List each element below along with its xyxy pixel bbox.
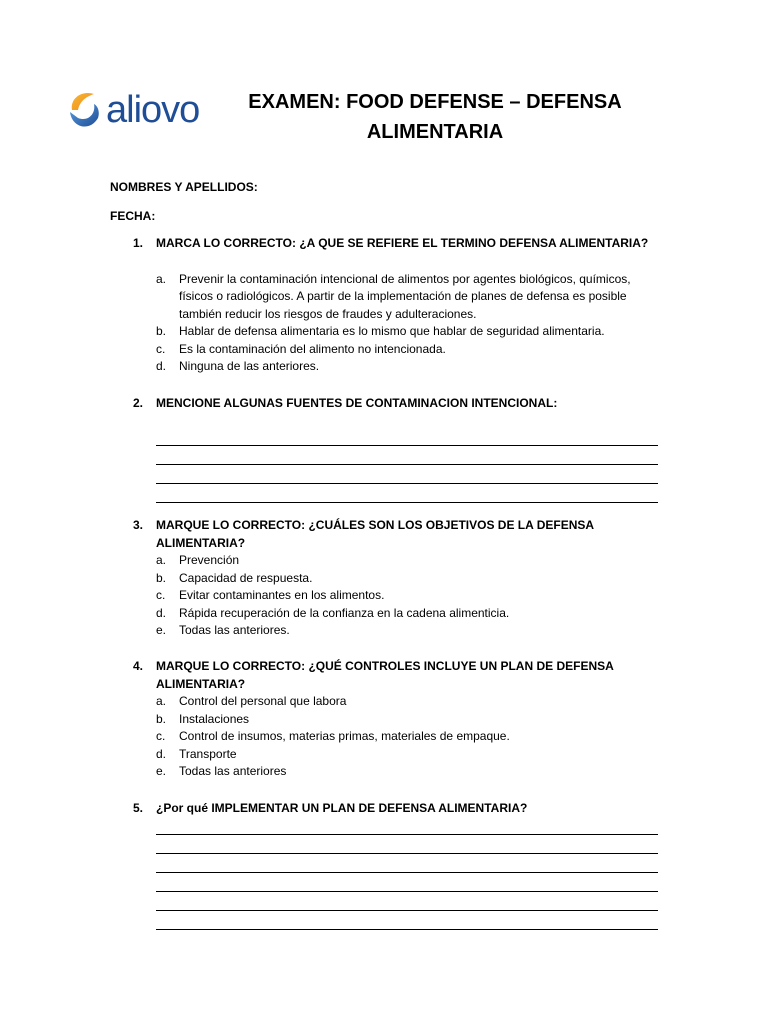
- question-number: 4.: [133, 659, 144, 673]
- option-d: [133, 358, 653, 376]
- question-2: [133, 395, 653, 413]
- question-text: MARQUE LO CORRECTO: ¿CUÁLES SON LOS OBJETIVOS DE LA DEFENSA ALIMENTARIA?: [156, 518, 594, 550]
- title-line-2: ALIMENTARIA: [366, 121, 504, 143]
- aliovo-logo: [66, 88, 198, 136]
- question-number: 3.: [133, 518, 144, 532]
- option-letter: b.: [156, 711, 167, 726]
- option-text: Prevenir la contaminación intencional de alimentos por agentes biológicos, químicos, físicos o radiológicos. A partir de la implementación de planes de defensa es posible también reducir los riesgos de fraudes y adulteraciones.: [179, 271, 631, 321]
- option-text: Todas las anteriores: [179, 764, 287, 778]
- option-letter: d.: [156, 359, 167, 373]
- question-3: [133, 517, 653, 640]
- option-list: [133, 552, 653, 640]
- option-a: [133, 271, 653, 324]
- option-d: [133, 746, 653, 764]
- question-text: MENCIONE ALGUNAS FUENTES DE CONTAMINACION INTENCIONAL:: [156, 396, 558, 410]
- question-text: MARCA LO CORRECTO: ¿A QUE SE REFIERE EL TERMINO DEFENSA ALIMENTARIA?: [156, 236, 649, 250]
- option-letter: e.: [156, 623, 167, 637]
- option-text: Rápida recuperación de la confianza en la cadena alimenticia.: [179, 605, 510, 620]
- answer-line[interactable]: [156, 484, 658, 503]
- answer-line[interactable]: [156, 911, 658, 930]
- option-text: Prevención: [179, 553, 240, 567]
- date-label: FECHA:: [110, 209, 156, 223]
- answer-lines-q2[interactable]: [156, 427, 658, 503]
- option-b: [133, 323, 653, 341]
- answer-lines-q5[interactable]: [156, 816, 658, 930]
- option-letter: c.: [156, 341, 166, 356]
- option-b: [133, 711, 653, 729]
- question-number: 2.: [133, 396, 144, 410]
- option-c: [133, 587, 653, 605]
- answer-line[interactable]: [156, 835, 658, 854]
- option-letter: d.: [156, 605, 167, 620]
- question-4: [133, 658, 653, 781]
- logo-text: aliovo: [106, 89, 200, 131]
- option-letter: b.: [156, 570, 167, 585]
- option-e: [133, 622, 653, 640]
- exam-title: [200, 87, 670, 147]
- option-a: [133, 693, 653, 711]
- answer-line[interactable]: [156, 427, 658, 446]
- question-text: MARQUE LO CORRECTO: ¿QUÉ CONTROLES INCLUYE UN PLAN DE DEFENSA ALIMENTARIA?: [156, 659, 614, 691]
- option-d: [133, 605, 653, 623]
- option-c: [133, 341, 653, 359]
- option-list: [133, 271, 653, 376]
- option-letter: b.: [156, 324, 167, 338]
- option-text: Es la contaminación del alimento no intencionada.: [179, 341, 446, 356]
- option-a: [133, 552, 653, 570]
- option-letter: e.: [156, 764, 167, 778]
- option-text: Ninguna de las anteriores.: [179, 359, 320, 373]
- title-line-1: EXAMEN: FOOD DEFENSE – DEFENSA: [248, 91, 622, 113]
- option-text: Todas las anteriores.: [179, 623, 290, 637]
- option-text: Evitar contaminantes en los alimentos.: [179, 588, 385, 602]
- answer-line[interactable]: [156, 854, 658, 873]
- option-text: Hablar de defensa alimentaria es lo mismo que hablar de seguridad alimentaria.: [179, 324, 605, 338]
- option-letter: a.: [156, 553, 167, 567]
- option-letter: a.: [156, 271, 167, 286]
- option-text: Control de insumos, materias primas, materiales de empaque.: [179, 729, 510, 743]
- option-letter: d.: [156, 746, 167, 761]
- option-list: [133, 693, 653, 781]
- answer-line[interactable]: [156, 873, 658, 892]
- option-letter: c.: [156, 729, 166, 743]
- answer-line[interactable]: [156, 816, 658, 835]
- answer-line[interactable]: [156, 446, 658, 465]
- answer-line[interactable]: [156, 465, 658, 484]
- question-1: [133, 235, 653, 376]
- aliovo-swirl-icon: [66, 88, 102, 132]
- names-label: NOMBRES Y APELLIDOS:: [110, 180, 258, 194]
- option-b: [133, 570, 653, 588]
- option-e: [133, 763, 653, 781]
- option-text: Capacidad de respuesta.: [179, 570, 313, 585]
- option-letter: c.: [156, 588, 166, 602]
- question-5: [133, 800, 653, 818]
- question-text: ¿Por qué IMPLEMENTAR UN PLAN DE DEFENSA ALIMENTARIA?: [156, 801, 528, 815]
- option-text: Instalaciones: [179, 711, 250, 726]
- answer-line[interactable]: [156, 892, 658, 911]
- question-number: 1.: [133, 236, 144, 250]
- question-number: 5.: [133, 801, 144, 815]
- option-c: [133, 728, 653, 746]
- option-text: Control del personal que labora: [179, 694, 347, 708]
- option-letter: a.: [156, 694, 167, 708]
- option-text: Transporte: [179, 746, 237, 761]
